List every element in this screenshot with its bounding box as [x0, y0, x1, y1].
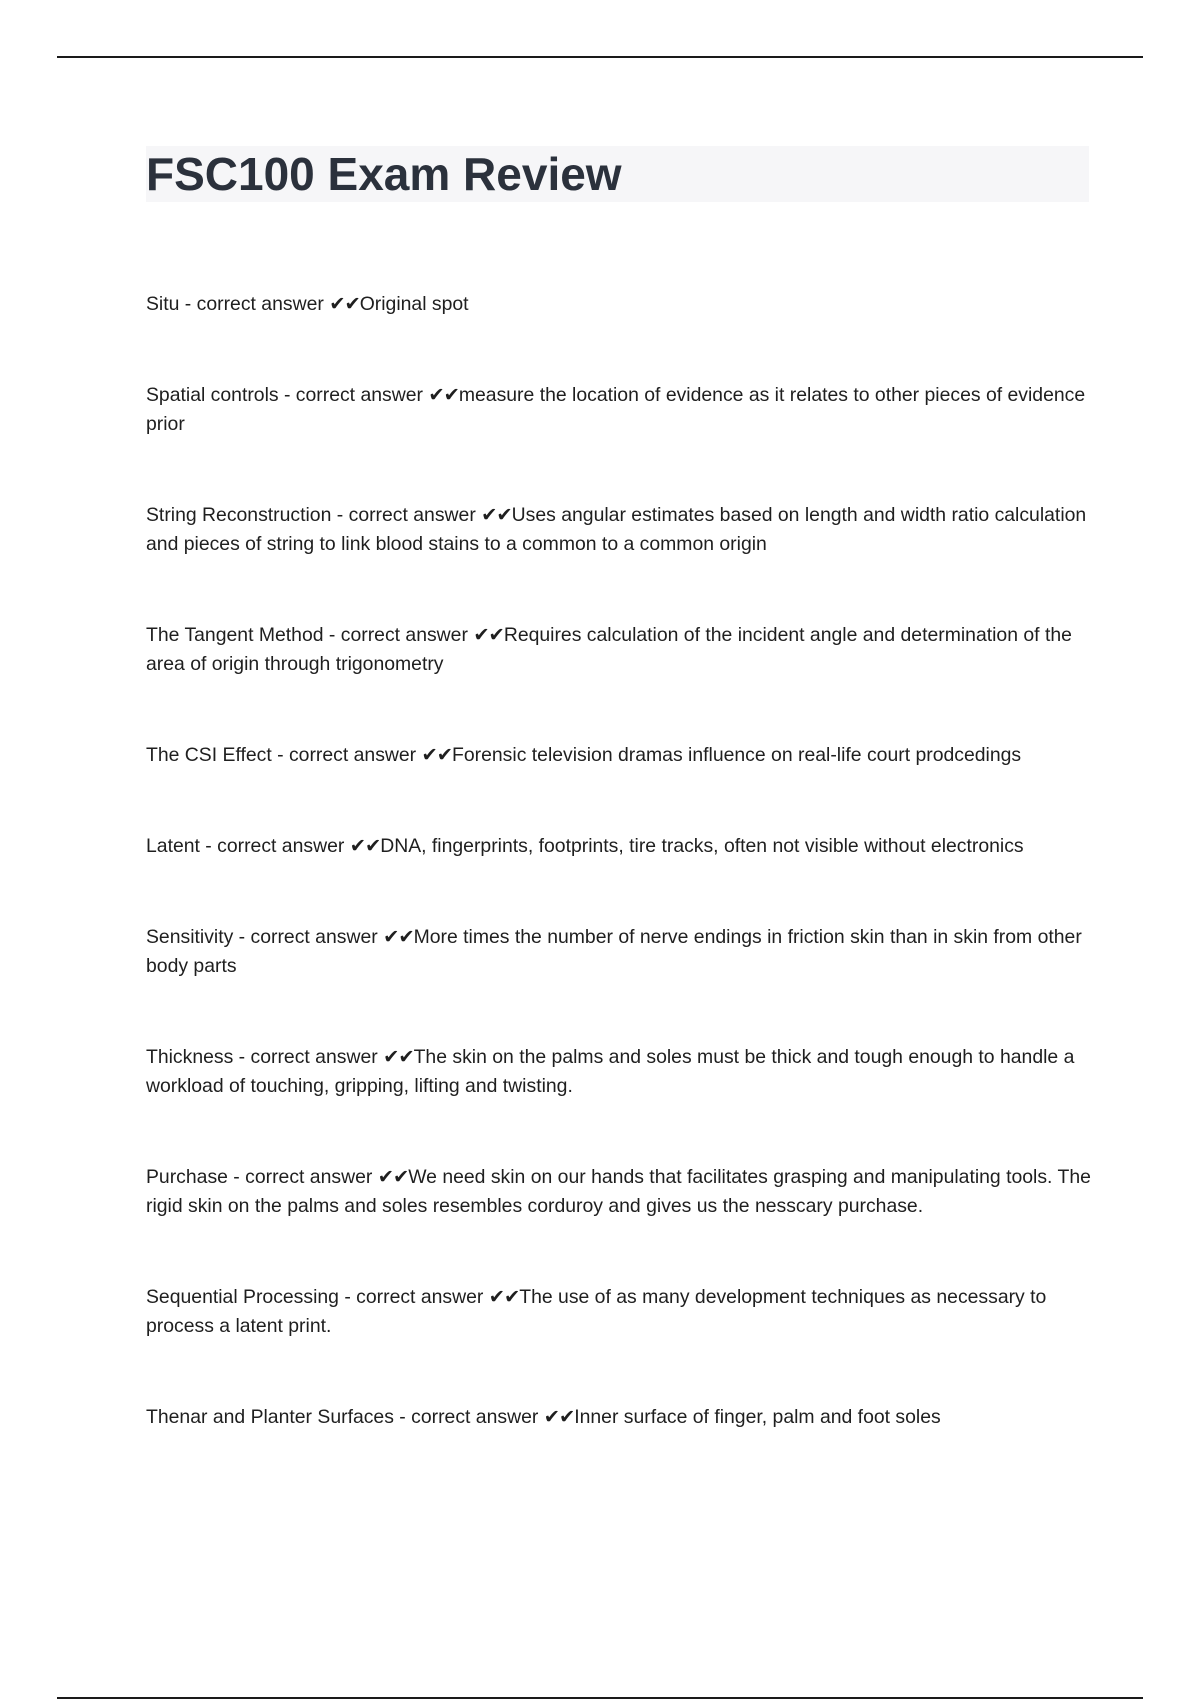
- double-check-icon: ✔✔: [473, 624, 504, 646]
- double-check-icon: ✔✔: [428, 384, 459, 406]
- qa-entry: [146, 501, 1091, 559]
- double-check-icon: ✔✔: [383, 1046, 414, 1068]
- entry-term: String Reconstruction: [146, 504, 332, 526]
- entry-definition: Inner surface of finger, palm and foot soles: [574, 1406, 941, 1428]
- answer-separator: - correct answer: [338, 1286, 489, 1308]
- entry-term: Thenar and Planter Surfaces: [146, 1406, 394, 1428]
- answer-separator: - correct answer: [393, 1406, 544, 1428]
- entry-term: Sequential Processing: [146, 1286, 339, 1308]
- qa-entry: [146, 381, 1091, 439]
- double-check-icon: ✔✔: [481, 504, 512, 526]
- double-check-icon: ✔✔: [349, 835, 381, 857]
- bottom-rule: [57, 1697, 1143, 1699]
- double-check-icon: ✔✔: [421, 744, 453, 766]
- entry-term: The CSI Effect: [146, 744, 272, 766]
- entry-term: Spatial controls: [146, 384, 279, 406]
- entry-term: Latent: [146, 835, 200, 857]
- entry-term: Sensitivity: [146, 926, 234, 948]
- entry-definition: Forensic television dramas influence on real-life court prodcedings: [452, 744, 1022, 766]
- qa-entry: [146, 1403, 1091, 1432]
- entry-definition: Uses angular estimates based on length and width ratio calculation and pieces of string to link blood stains to a common to a common origin: [146, 504, 1087, 555]
- answer-separator: - correct answer: [233, 926, 384, 948]
- double-check-icon: ✔✔: [543, 1406, 575, 1428]
- qa-entry: [146, 290, 1091, 319]
- entry-definition: We need skin on our hands that facilitates grasping and manipulating tools. The rigid skin on the palms and soles resembles corduroy and gives us the nesscary purchase.: [146, 1166, 1091, 1217]
- top-rule: [57, 56, 1143, 58]
- answer-separator: - correct answer: [271, 744, 422, 766]
- entry-definition: The skin on the palms and soles must be thick and tough enough to handle a workload of touching, gripping, lifting and twisting.: [146, 1046, 1075, 1097]
- answer-separator: - correct answer: [199, 835, 350, 857]
- page-title: FSC100 Exam Review: [146, 148, 622, 200]
- entry-definition: DNA, fingerprints, footprints, tire tracks, often not visible without electronics: [380, 835, 1024, 857]
- entry-term: Situ: [146, 293, 180, 315]
- qa-entry: [146, 1043, 1091, 1101]
- double-check-icon: ✔✔: [329, 293, 360, 315]
- qa-entry: [146, 923, 1091, 981]
- double-check-icon: ✔✔: [377, 1166, 409, 1188]
- qa-entry: [146, 832, 1091, 861]
- entry-term: The Tangent Method: [146, 624, 324, 646]
- entry-term: Thickness: [146, 1046, 234, 1068]
- double-check-icon: ✔✔: [488, 1286, 520, 1308]
- qa-entry: [146, 621, 1091, 679]
- entry-definition: Requires calculation of the incident angle and determination of the area of origin through trigonometry: [146, 624, 1072, 675]
- entry-definition: More times the number of nerve endings in friction skin than in skin from other body parts: [146, 926, 1082, 977]
- answer-separator: - correct answer: [179, 293, 330, 315]
- qa-entry: [146, 1283, 1091, 1341]
- double-check-icon: ✔✔: [383, 926, 414, 948]
- answer-separator: - correct answer: [227, 1166, 378, 1188]
- qa-list: [146, 290, 1091, 1432]
- answer-separator: - correct answer: [323, 624, 474, 646]
- qa-entry: [146, 1163, 1091, 1221]
- entry-definition: measure the location of evidence as it relates to other pieces of evidence prior: [146, 384, 1086, 435]
- answer-separator: - correct answer: [331, 504, 482, 526]
- qa-entry: [146, 741, 1091, 770]
- answer-separator: - correct answer: [278, 384, 429, 406]
- entry-term: Purchase: [146, 1166, 228, 1188]
- entry-definition: The use of as many development techniques as necessary to process a latent print.: [146, 1286, 1047, 1337]
- answer-separator: - correct answer: [233, 1046, 384, 1068]
- entry-definition: Original spot: [359, 293, 469, 315]
